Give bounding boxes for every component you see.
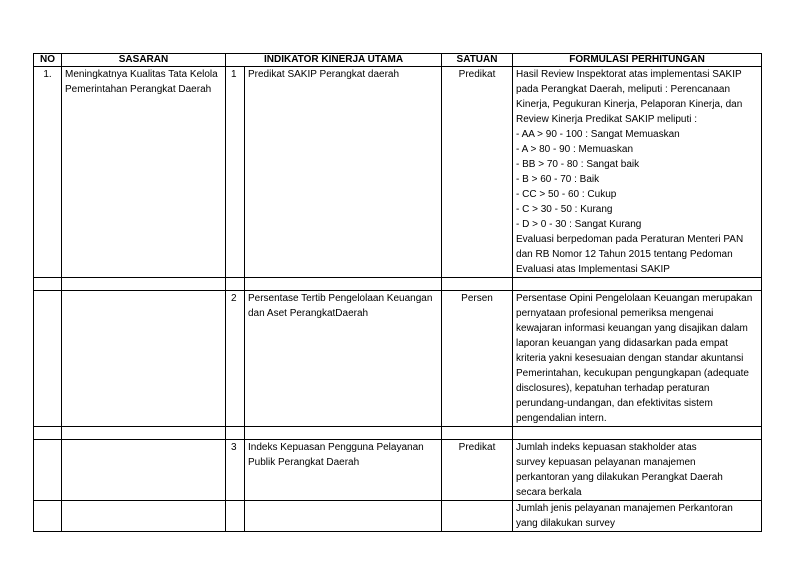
formula-line: secara berkala (516, 487, 582, 498)
header-row (34, 54, 762, 67)
row-sasaran (62, 440, 226, 501)
header-indikator: INDIKATOR KINERJA UTAMA (226, 54, 442, 67)
formula-line: Review Kinerja Predikat SAKIP meliputi : (516, 114, 698, 125)
formula-line: - AA > 90 - 100 : Sangat Memuaskan (516, 129, 680, 140)
row-formulasi (513, 67, 762, 278)
header-formulasi: FORMULASI PERHITUNGAN (513, 54, 762, 67)
formula-line: yang dilakukan survey (516, 518, 615, 529)
formula-line: Evaluasi berpedoman pada Peraturan Menteri PAN (516, 234, 744, 245)
formula-line: Jumlah jenis pelayanan manajemen Perkantoran (516, 503, 733, 514)
formula-line: - BB > 70 - 80 : Sangat baik (516, 159, 640, 170)
formula-line: - CC > 50 - 60 : Cukup (516, 189, 617, 200)
row-no (34, 291, 62, 427)
row-indicator-number: 3 (226, 440, 245, 501)
formula-line: Hasil Review Inspektorat atas implementasi SAKIP (516, 69, 742, 80)
row-formulasi (513, 440, 762, 501)
row-formulasi (513, 501, 762, 532)
row-satuan: Persen (442, 291, 513, 427)
header-satuan: SATUAN (442, 54, 513, 67)
formula-line: perkantoran yang dilakukan Perangkat Daerah (516, 472, 723, 483)
formula-line: - A > 80 - 90 : Memuaskan (516, 144, 634, 155)
header-no: NO (34, 54, 62, 67)
row-indikator: Predikat SAKIP Perangkat daerah (245, 67, 442, 278)
formula-line: laporan keuangan yang didasarkan pada empat (516, 338, 728, 349)
spacer-row (34, 427, 762, 440)
row-no (34, 440, 62, 501)
formula-line: pengendalian intern. (516, 413, 607, 424)
formula-line: disclosures), kepatuhan terhadap peraturan (516, 383, 710, 394)
row-sasaran (62, 291, 226, 427)
row-no: 1. (34, 67, 62, 278)
formula-line: Pemerintahan, kecukupan pengungkapan (adequate (516, 368, 749, 379)
row-indicator-number (226, 501, 245, 532)
row-indicator-number: 1 (226, 67, 245, 278)
table-row (34, 291, 762, 427)
row-indicator-number: 2 (226, 291, 245, 427)
row-indikator (245, 501, 442, 532)
formula-line: pernyataan profesional pemeriksa mengenai (516, 308, 714, 319)
row-satuan: Predikat (442, 67, 513, 278)
table-row (34, 67, 762, 278)
row-no (34, 501, 62, 532)
formula-line: Evaluasi atas Implementasi SAKIP (516, 264, 670, 275)
formula-line: Jumlah indeks kepuasan stakholder atas (516, 442, 697, 453)
formula-line: survey kepuasan pelayanan manajemen (516, 457, 696, 468)
formula-line: - D > 0 - 30 : Sangat Kurang (516, 219, 642, 230)
formula-line: Kinerja, Pegukuran Kinerja, Pelaporan Kinerja, dan (516, 99, 743, 110)
row-sasaran: Meningkatnya Kualitas Tata Kelola Pemerintahan Perangkat Daerah (62, 67, 226, 278)
table-row (34, 440, 762, 501)
formula-line: dan RB Nomor 12 Tahun 2015 tentang Pedoman (516, 249, 733, 260)
formula-line: Persentase Opini Pengelolaan Keuangan merupakan (516, 293, 753, 304)
indicator-table (33, 53, 762, 532)
formula-line: - B > 60 - 70 : Baik (516, 174, 600, 185)
formula-line: perundang-undangan, dan efektivitas sistem (516, 398, 713, 409)
formula-line: pada Perangkat Daerah, meliputi : Perencanaan (516, 84, 731, 95)
formula-line: kewajaran informasi keuangan yang disajikan dalam (516, 323, 748, 334)
table-row (34, 501, 762, 532)
row-indikator: Persentase Tertib Pengelolaan Keuangan dan Aset PerangkatDaerah (245, 291, 442, 427)
row-sasaran (62, 501, 226, 532)
header-sasaran: SASARAN (62, 54, 226, 67)
row-formulasi (513, 291, 762, 427)
spacer-row (34, 278, 762, 291)
formula-line: - C > 30 - 50 : Kurang (516, 204, 613, 215)
row-satuan (442, 501, 513, 532)
row-satuan: Predikat (442, 440, 513, 501)
formula-line: kriteria yakni kesesuaian dengan standar akuntansi (516, 353, 744, 364)
row-indikator: Indeks Kepuasan Pengguna Pelayanan Publik Perangkat Daerah (245, 440, 442, 501)
